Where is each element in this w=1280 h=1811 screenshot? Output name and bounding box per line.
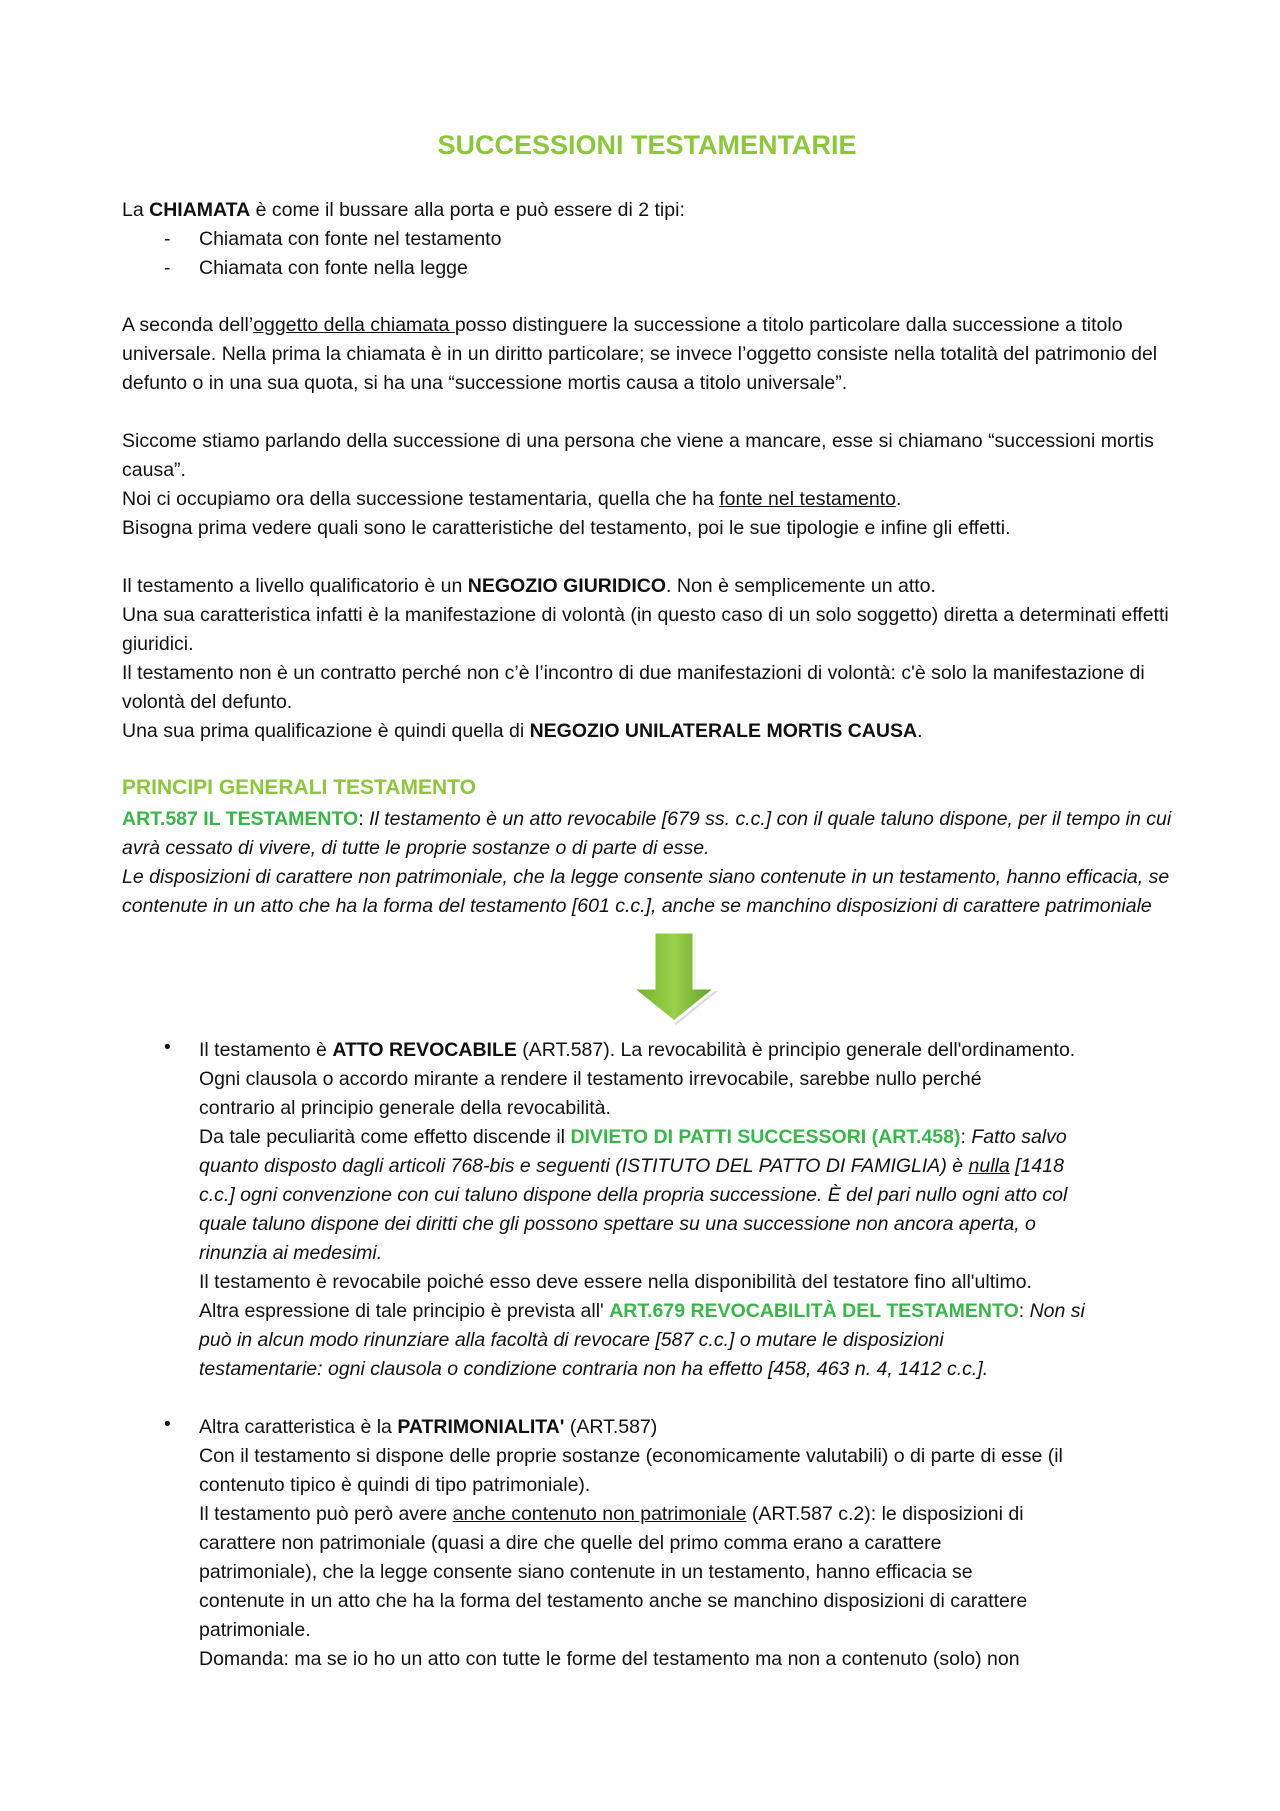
dash-bullet: - xyxy=(164,228,171,250)
page-title: SUCCESSIONI TESTAMENTARIE xyxy=(437,130,857,160)
paragraph-bisogna: Bisogna prima vedere quali sono le caratteristiche del testamento, poi le sue tipologie e infine gli effetti. xyxy=(122,517,1011,539)
paragraph-qualificazione: Una sua prima qualificazione è quindi quella di NEGOZIO UNILATERALE MORTIS CAUSA. xyxy=(122,720,923,742)
bullet-revocabile: Il testamento è ATTO REVOCABILE (ART.587). La revocabilità è principio generale dell'ordinamento. Ogni clausola o accordo mirante a rendere il testamento irrevocabile, sarebbe nullo perché contrario al principio generale della revocabilità. Da tale peculiarità come effetto discende il DIVIETO DI PATTI SUCCESSORI (ART.458): Fatto salvo quanto disposto dagli articoli 768-bis e seguenti (ISTITUTO DEL PATTO DI FAMIGLIA) è nulla [1418 c.c.] ogni convenzione con cui taluno dispone della propria successione. È del pari nullo ogni atto col quale taluno dispone dei diritti che gli possono spettare su una successione non ancora aperta, o rinunzia ai medesimi. Il testamento è revocabile poiché esso deve essere nella disponibilità del testatore fino all'ultimo. Altra espressione di tale principio è prevista all' ART.679 REVOCABILITÀ DEL TESTAMENTO: Non si può in alcun modo rinunziare alla facoltà di revocare [587 c.c.] o mutare le disposizioni testamentarie: ogni clausola o condizione contraria non ha effetto [458, 463 n. 4, 1412 c.c.]. xyxy=(199,1039,1085,1380)
paragraph-negozio: Il testamento a livello qualificatorio è un NEGOZIO GIURIDICO. Non è semplicemente un atto. xyxy=(122,575,936,597)
paragraph-oggetto: A seconda dell’oggetto della chiamata posso distinguere la successione a titolo particolare dalla successione a titolo universale. Nella prima la chiamata è in un diritto particolare; se invece l’oggetto consiste nella totalità del patrimonio del defunto o in una sua quota, si ha una “successione mortis causa a titolo universale”. xyxy=(122,314,1158,394)
paragraph-contratto: Il testamento non è un contratto perché non c’è l’incontro di due manifestazioni di volontà: c'è solo la manifestazione di volontà del defunto. xyxy=(122,662,1145,713)
paragraph-caratteristica: Una sua caratteristica infatti è la manifestazione di volontà (in questo caso di un solo soggetto) diretta a determinati effetti giuridici. xyxy=(122,604,1169,655)
article-587: ART.587 IL TESTAMENTO: Il testamento è un atto revocabile [679 ss. c.c.] con il quale taluno dispone, per il tempo in cui avrà cessato di vivere, di tutte le proprie sostanze o di parte di esse. xyxy=(122,808,1172,859)
bullet-icon: • xyxy=(164,1413,171,1435)
dash-bullet: - xyxy=(164,257,171,279)
article-587-comma-2: Le disposizioni di carattere non patrimoniale, che la legge consente siano contenute in un testamento, hanno efficacia, se contenute in un atto che ha la forma del testamento [601 c.c.], anche se manchino disposizioni di carattere patrimoniale xyxy=(122,866,1170,917)
bullet-patrimonialita: Altra caratteristica è la PATRIMONIALITA' (ART.587) Con il testamento si dispone delle proprie sostanze (economicamente valutabili) o di parte di esse (il contenuto tipico è quindi di tipo patrimoniale). Il testamento può però avere anche contenuto non patrimoniale (ART.587 c.2): le disposizioni di carattere non patrimoniale (quasi a dire che quelle del primo comma erano a carattere patrimoniale), che la legge consente siano contenute in un testamento, hanno efficacia se contenute in un atto che ha la forma del testamento anche se manchino disposizioni di carattere patrimoniale. Domanda: ma se io ho un atto con tutte le forme del testamento ma non a contenuto (solo) non xyxy=(199,1416,1063,1670)
paragraph-siccome: Siccome stiamo parlando della successione di una persona che viene a mancare, esse si chiamano “successioni mortis causa”. xyxy=(122,430,1154,481)
section-heading: PRINCIPI GENERALI TESTAMENTO xyxy=(122,776,476,799)
bullet-icon: • xyxy=(164,1036,171,1058)
intro-paragraph: La CHIAMATA è come il bussare alla porta e può essere di 2 tipi: xyxy=(122,199,685,221)
paragraph-noi: Noi ci occupiamo ora della successione testamentaria, quella che ha fonte nel testamento. xyxy=(122,488,902,510)
down-arrow-icon xyxy=(627,930,721,1026)
